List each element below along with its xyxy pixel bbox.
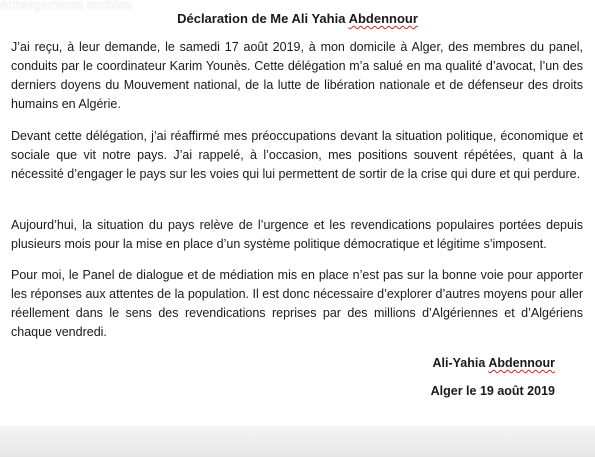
signature-name-text: Ali-Yahia	[432, 356, 489, 370]
title-flagged-word: Abdennour	[348, 11, 418, 26]
signature-name	[433, 356, 555, 370]
paragraph-4: Pour moi, le Panel de dialogue et de médiation mis en place n’est pas sur la bonne voie pour apporter les réponses aux attentes de la population. Il est donc nécessaire d’explorer d’autres moyens pour aller réellement dans le sens des revendications reprises par des millions d’Algériennes et d’Algériens chaque vendredi.	[11, 268, 583, 339]
paragraph-1: J’ai reçu, à leur demande, le samedi 17 août 2019, à mon domicile à Alger, des membres du panel, conduits par le coordinateur Karim Younès. Cette délégation m’a salué en ma qualité d’avocat, l’un des derniers doyens du Mouvement national, de la lutte de libération nationale et de défenseur des droits humains en Algérie.	[11, 40, 583, 111]
document-title	[0, 11, 595, 26]
paragraph-3: Aujourd’hui, la situation du pays relève de l’urgence et les revendications populaires portées depuis plusieurs mois pour la mise en place d’un système politique démocratique et légitime s’imposent.	[11, 218, 583, 251]
title-text: Déclaration de Me Ali Yahia	[177, 11, 349, 26]
page-bottom-area	[0, 426, 595, 457]
watermark-text: échargements mobiles	[0, 0, 133, 12]
signature-place-date: Alger le 19 août 2019	[430, 384, 555, 398]
paragraph-2: Devant cette délégation, j’ai réaffirmé mes préoccupations devant la situation politique, économique et sociale que vit notre pays. J’ai rappelé, à l’occasion, mes positions souvent répétées, quant à la nécessité d’engager le pays sur les voies qui lui permettent de sortir de la crise qui dure et qui perdure.	[11, 129, 583, 181]
signature-flagged-word: Abdennour	[488, 356, 555, 370]
